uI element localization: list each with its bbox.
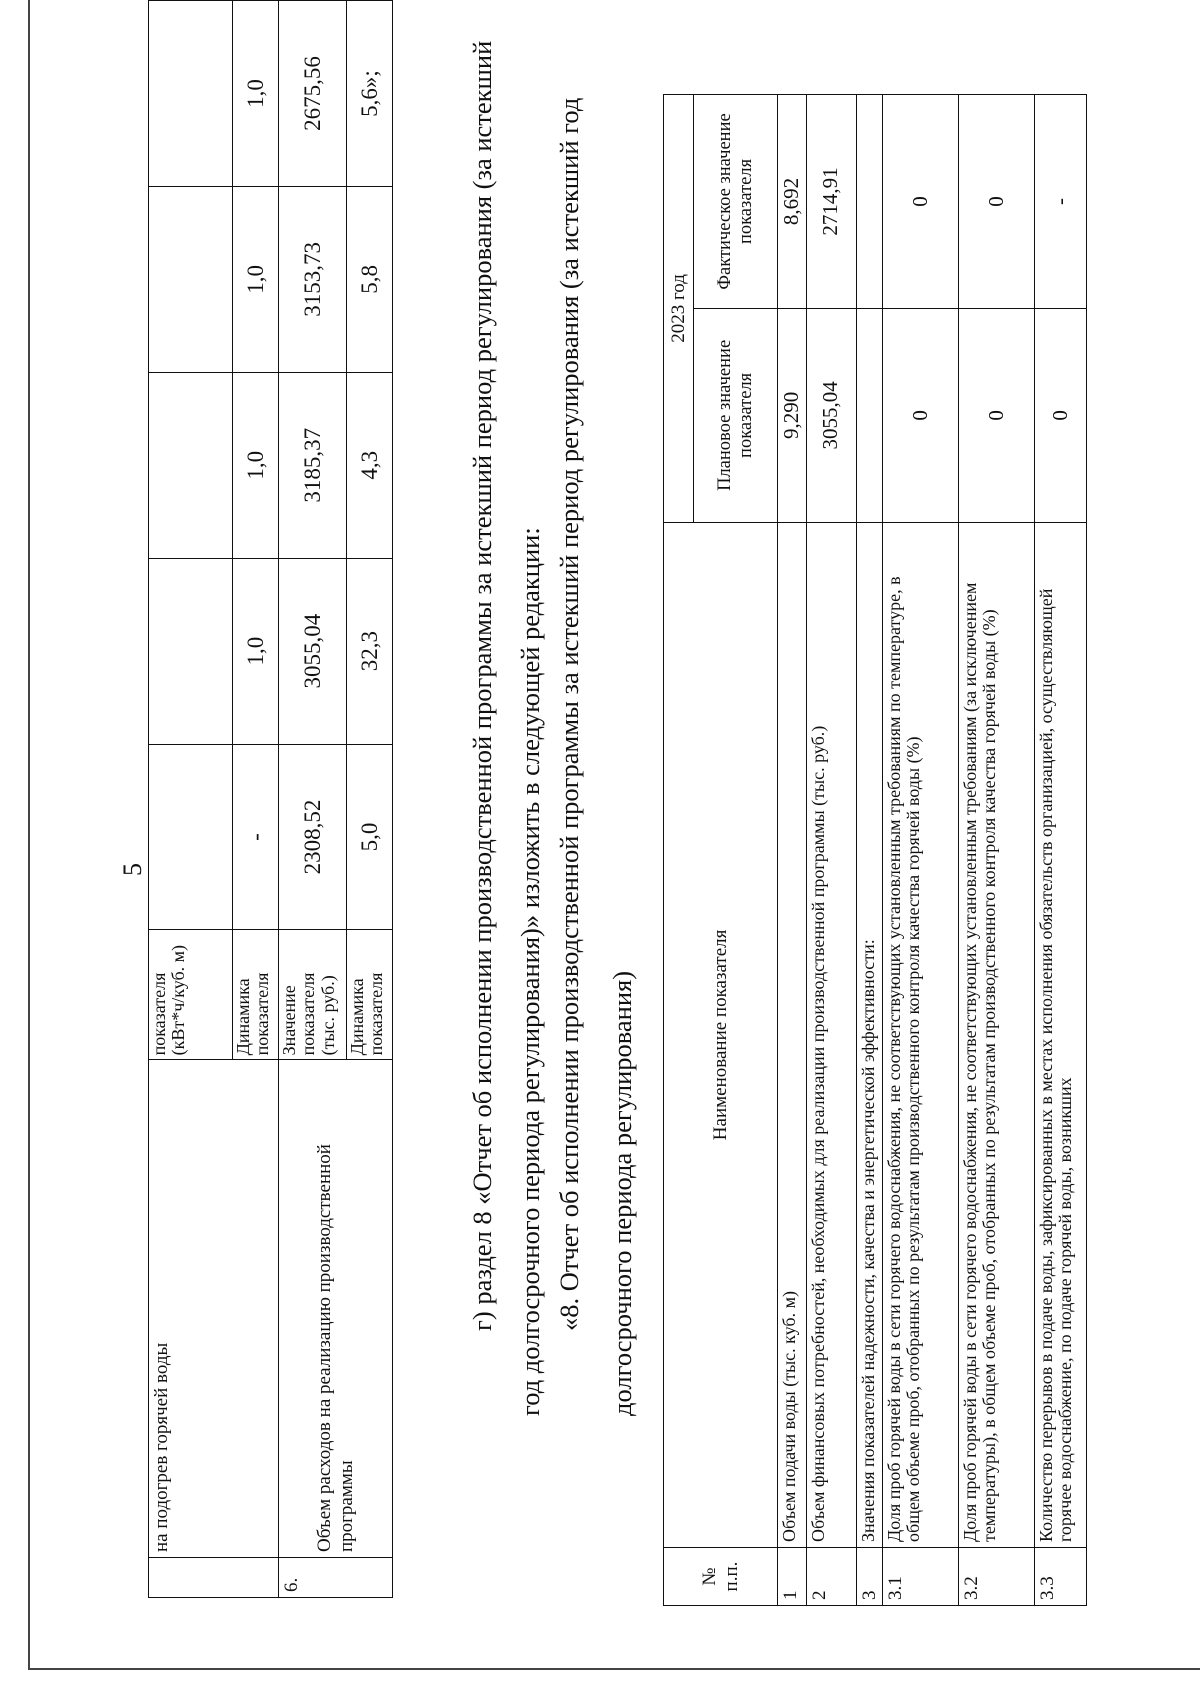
cell-fact: 2714,91 <box>806 95 856 309</box>
cell-value: 2675,56 <box>279 1 347 187</box>
cell-num: 3.2 <box>958 1548 1034 1606</box>
cell-num: 1 <box>778 1548 807 1606</box>
cell-empty <box>149 186 233 372</box>
header-fact: Фактическое значение показателя <box>694 95 778 309</box>
cell-empty <box>149 744 233 930</box>
paragraph-line: «8. Отчет об исполнении производственной программы за истекший период регулирования (за истекший год <box>554 97 584 1331</box>
cell-empty <box>149 372 233 558</box>
cell-num: 3 <box>856 1548 882 1606</box>
cell-dyn-label: Динамика показателя <box>347 930 393 1060</box>
cell-num: 3.1 <box>882 1548 958 1606</box>
paragraph-line: долгосрочного периода регулирования) <box>607 970 637 1416</box>
header-plan: Плановое значение показателя <box>694 308 778 522</box>
cell-plan: 0 <box>882 308 958 522</box>
table-row <box>664 95 694 1606</box>
cell-empty <box>149 1 233 187</box>
cell-value: 1,0 <box>233 1 279 187</box>
cell-plan: 3055,04 <box>806 308 856 522</box>
table-row <box>958 95 1034 1606</box>
cell-fact <box>856 95 882 309</box>
cell-fact: 8,692 <box>778 95 807 309</box>
cell-name: Объем финансовых потребностей, необходимых для реализации производственной программы (тыс. руб.) <box>806 522 856 1547</box>
table-row <box>149 1 233 1598</box>
table-row <box>279 1 347 1598</box>
paragraph-line: г) раздел 8 «Отчет об исполнении производственной программы за истекший период регулирования (за истекший <box>467 40 497 1331</box>
cell-value: 3185,37 <box>279 372 347 558</box>
indicators-table-continued <box>148 0 393 1598</box>
cell-empty <box>149 558 233 744</box>
cell-value-label: Значение показателя (тыс. руб.) <box>279 930 347 1060</box>
cell-value: 2308,52 <box>279 744 347 930</box>
header-year: 2023 год <box>664 95 694 523</box>
cell-name: Количество перерывов в подаче воды, зафиксированных в местах исполнения обязательств организацией, осуществляющей горячее водоснабжение, по подаче горячей воды, возникших <box>1034 522 1086 1547</box>
cell-fact: 0 <box>958 95 1034 309</box>
cell-value: 1,0 <box>233 372 279 558</box>
cell-value: 5,6»; <box>347 1 393 187</box>
cell-name: Доля проб горячей воды в сети горячего водоснабжения, не соответствующих установленным требованиям по температуре, в общем объеме проб, отобранных по результатам производственного контроля качества горячей воды (%) <box>882 522 958 1547</box>
table-row <box>856 95 882 1606</box>
table-row <box>882 95 958 1606</box>
cell-value: 32,3 <box>347 558 393 744</box>
cell-dyn-label: Динамика показателя <box>233 930 279 1060</box>
cell-plan: 0 <box>1034 308 1086 522</box>
cell-value: 3153,73 <box>279 186 347 372</box>
cell-value: 1,0 <box>233 558 279 744</box>
table-row <box>1034 95 1086 1606</box>
cell-name: Доля проб горячей воды в сети горячего водоснабжения, не соответствующих установленным требованиям (за исключением температуры), в общем объеме проб, отобранных по результатам производственного контроля качества горячей воды (%) <box>958 522 1034 1547</box>
cell-num: 3.3 <box>1034 1548 1086 1606</box>
table-row <box>778 95 807 1606</box>
paragraph-line: год долгосрочного периода регулирования)» изложить в следующей редакции: <box>515 527 545 1416</box>
cell-fact: 0 <box>882 95 958 309</box>
cell-name: Объем подачи воды (тыс. куб. м) <box>778 522 807 1547</box>
cell-num: 6. <box>279 1558 393 1598</box>
table-row <box>806 95 856 1606</box>
cell-fact: - <box>1034 95 1086 309</box>
cell-name: Значения показателей надежности, качества и энергетической эффективности: <box>856 522 882 1547</box>
page-number: 5 <box>118 863 147 876</box>
cell-plan <box>856 308 882 522</box>
cell-num: 2 <box>806 1548 856 1606</box>
cell-value: 1,0 <box>233 186 279 372</box>
cell-value: 5,0 <box>347 744 393 930</box>
cell-value: 5,8 <box>347 186 393 372</box>
cell-row6-name: Объем расходов на реализацию производственной программы <box>279 1060 393 1558</box>
cell-heat-name: на подогрев горячей воды <box>149 1060 279 1558</box>
cell-value: 4,3 <box>347 372 393 558</box>
cell-plan: 9,290 <box>778 308 807 522</box>
header-name: Наименование показателя <box>664 522 778 1547</box>
cell-plan: 0 <box>958 308 1034 522</box>
cell-value: 3055,04 <box>279 558 347 744</box>
report-table <box>663 94 1087 1606</box>
cell-heat-unit: показателя (кВт*ч/куб. м) <box>149 930 233 1060</box>
header-num: № п.п. <box>664 1548 778 1606</box>
cell-num <box>149 1558 279 1598</box>
cell-value: - <box>233 744 279 930</box>
